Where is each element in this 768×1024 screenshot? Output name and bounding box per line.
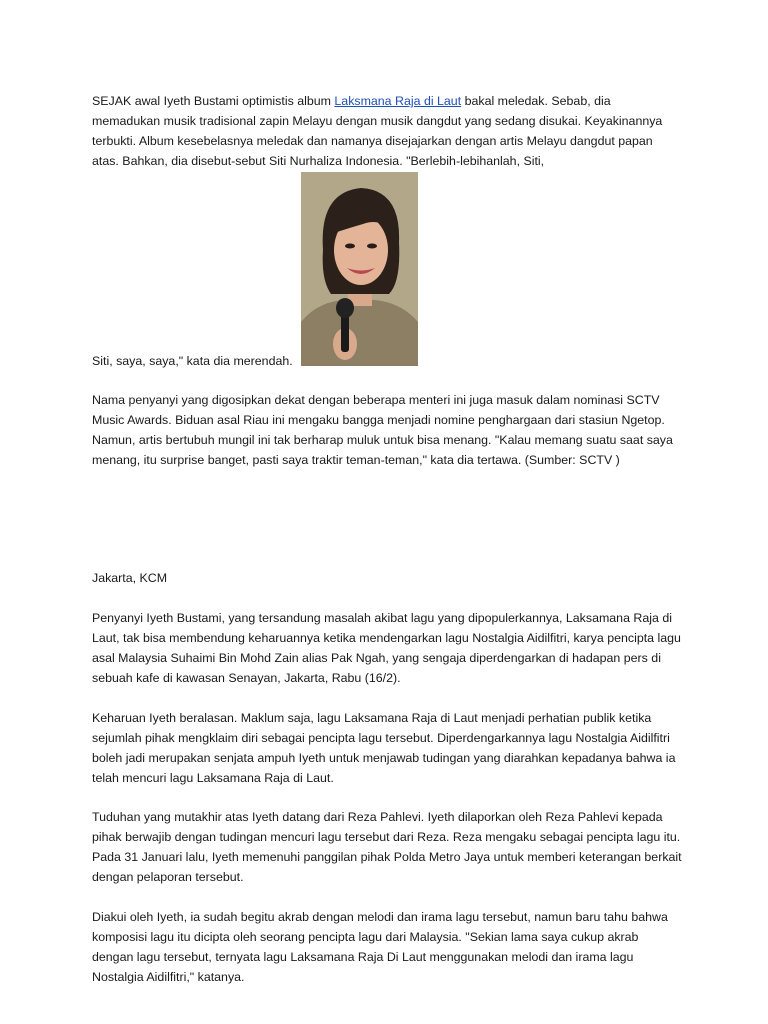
singer-photo-image	[301, 172, 418, 366]
dateline: Jakarta, KCM	[92, 571, 168, 585]
intro-text-after-link: bakal meledak. Sebab, dia memadukan musik tradisional zapin Melayu dengan musik dangdut yang sedang disukai. Keyakinannya terbukti. Album kesebelasnya meledak dan namanya disejajarkan dengan artis Melayu dangdut papan atas. Bahkan, dia disebut-sebut Siti Nurhaliza Indonesia. "Berlebih-lebihanlah, Siti,	[92, 94, 663, 168]
paragraph-nomination: Nama penyanyi yang digosipkan dekat dengan beberapa menteri ini juga masuk dalam nominasi SCTV Music Awards. Biduan asal Riau ini mengaku bangga menjadi nomine penghargaan dari stasiun Ngetop. Namun, artis bertubuh mungil ini tak berharap muluk untuk bisa menang. "Kalau memang suatu saat saya menang, itu surprise banget, pasti saya traktir teman-teman," kata dia tertawa. (Sumber: SCTV )	[92, 393, 673, 467]
singer-photo	[301, 172, 418, 366]
intro-text-before-link: SEJAK awal Iyeth Bustami optimistis album	[92, 94, 335, 108]
album-link[interactable]: Laksmana Raja di Laut	[334, 94, 462, 108]
paragraph-emotion-reason: Keharuan Iyeth beralasan. Maklum saja, lagu Laksamana Raja di Laut menjadi perhatian publik ketika sejumlah pihak mengklaim diri sebagai pencipta lagu tersebut. Diperdengarkannya lagu Nostalgia Aidilfitri boleh jadi merupakan senjata ampuh Iyeth untuk menjawab tudingan yang diarahkan kepadanya bahwa ia telah mencuri lagu Laksamana Raja di Laut.	[92, 711, 676, 785]
intro-paragraph	[92, 91, 682, 171]
paragraph-confession: Diakui oleh Iyeth, ia sudah begitu akrab dengan melodi dan irama lagu tersebut, namun baru tahu bahwa komposisi lagu itu dicipta oleh seorang pencipta lagu dari Malaysia. "Sekian lama saya cukup akrab dengan lagu tersebut, ternyata lagu Laksamana Raja Di Laut menggunakan melodi dan irama lagu Nostalgia Aidilfitri," katanya.	[92, 910, 668, 984]
paragraph-accusation: Tuduhan yang mutakhir atas Iyeth datang dari Reza Pahlevi. Iyeth dilaporkan oleh Reza Pahlevi kepada pihak berwajib dengan tudingan mencuri lagu tersebut dari Reza. Reza mengaku sebagai pencipta lagu itu. Pada 31 Januari lalu, Iyeth memenuhi panggilan pihak Polda Metro Jaya untuk memberi keterangan berkait dengan pelaporan tersebut.	[92, 810, 682, 884]
intro-paragraph-tail: Siti, saya, saya," kata dia merendah.	[92, 354, 293, 368]
paragraph-press-event: Penyanyi Iyeth Bustami, yang tersandung masalah akibat lagu yang dipopulerkannya, Laksamana Raja di Laut, tak bisa membendung keharuannya ketika mendengarkan lagu Nostalgia Aidilfitri, karya pencipta lagu asal Malaysia Suhaimi Bin Mohd Zain alias Pak Ngah, yang sengaja diperdengarkan di hadapan pers di sebuah kafe di kawasan Senayan, Jakarta, Rabu (16/2).	[92, 611, 681, 685]
